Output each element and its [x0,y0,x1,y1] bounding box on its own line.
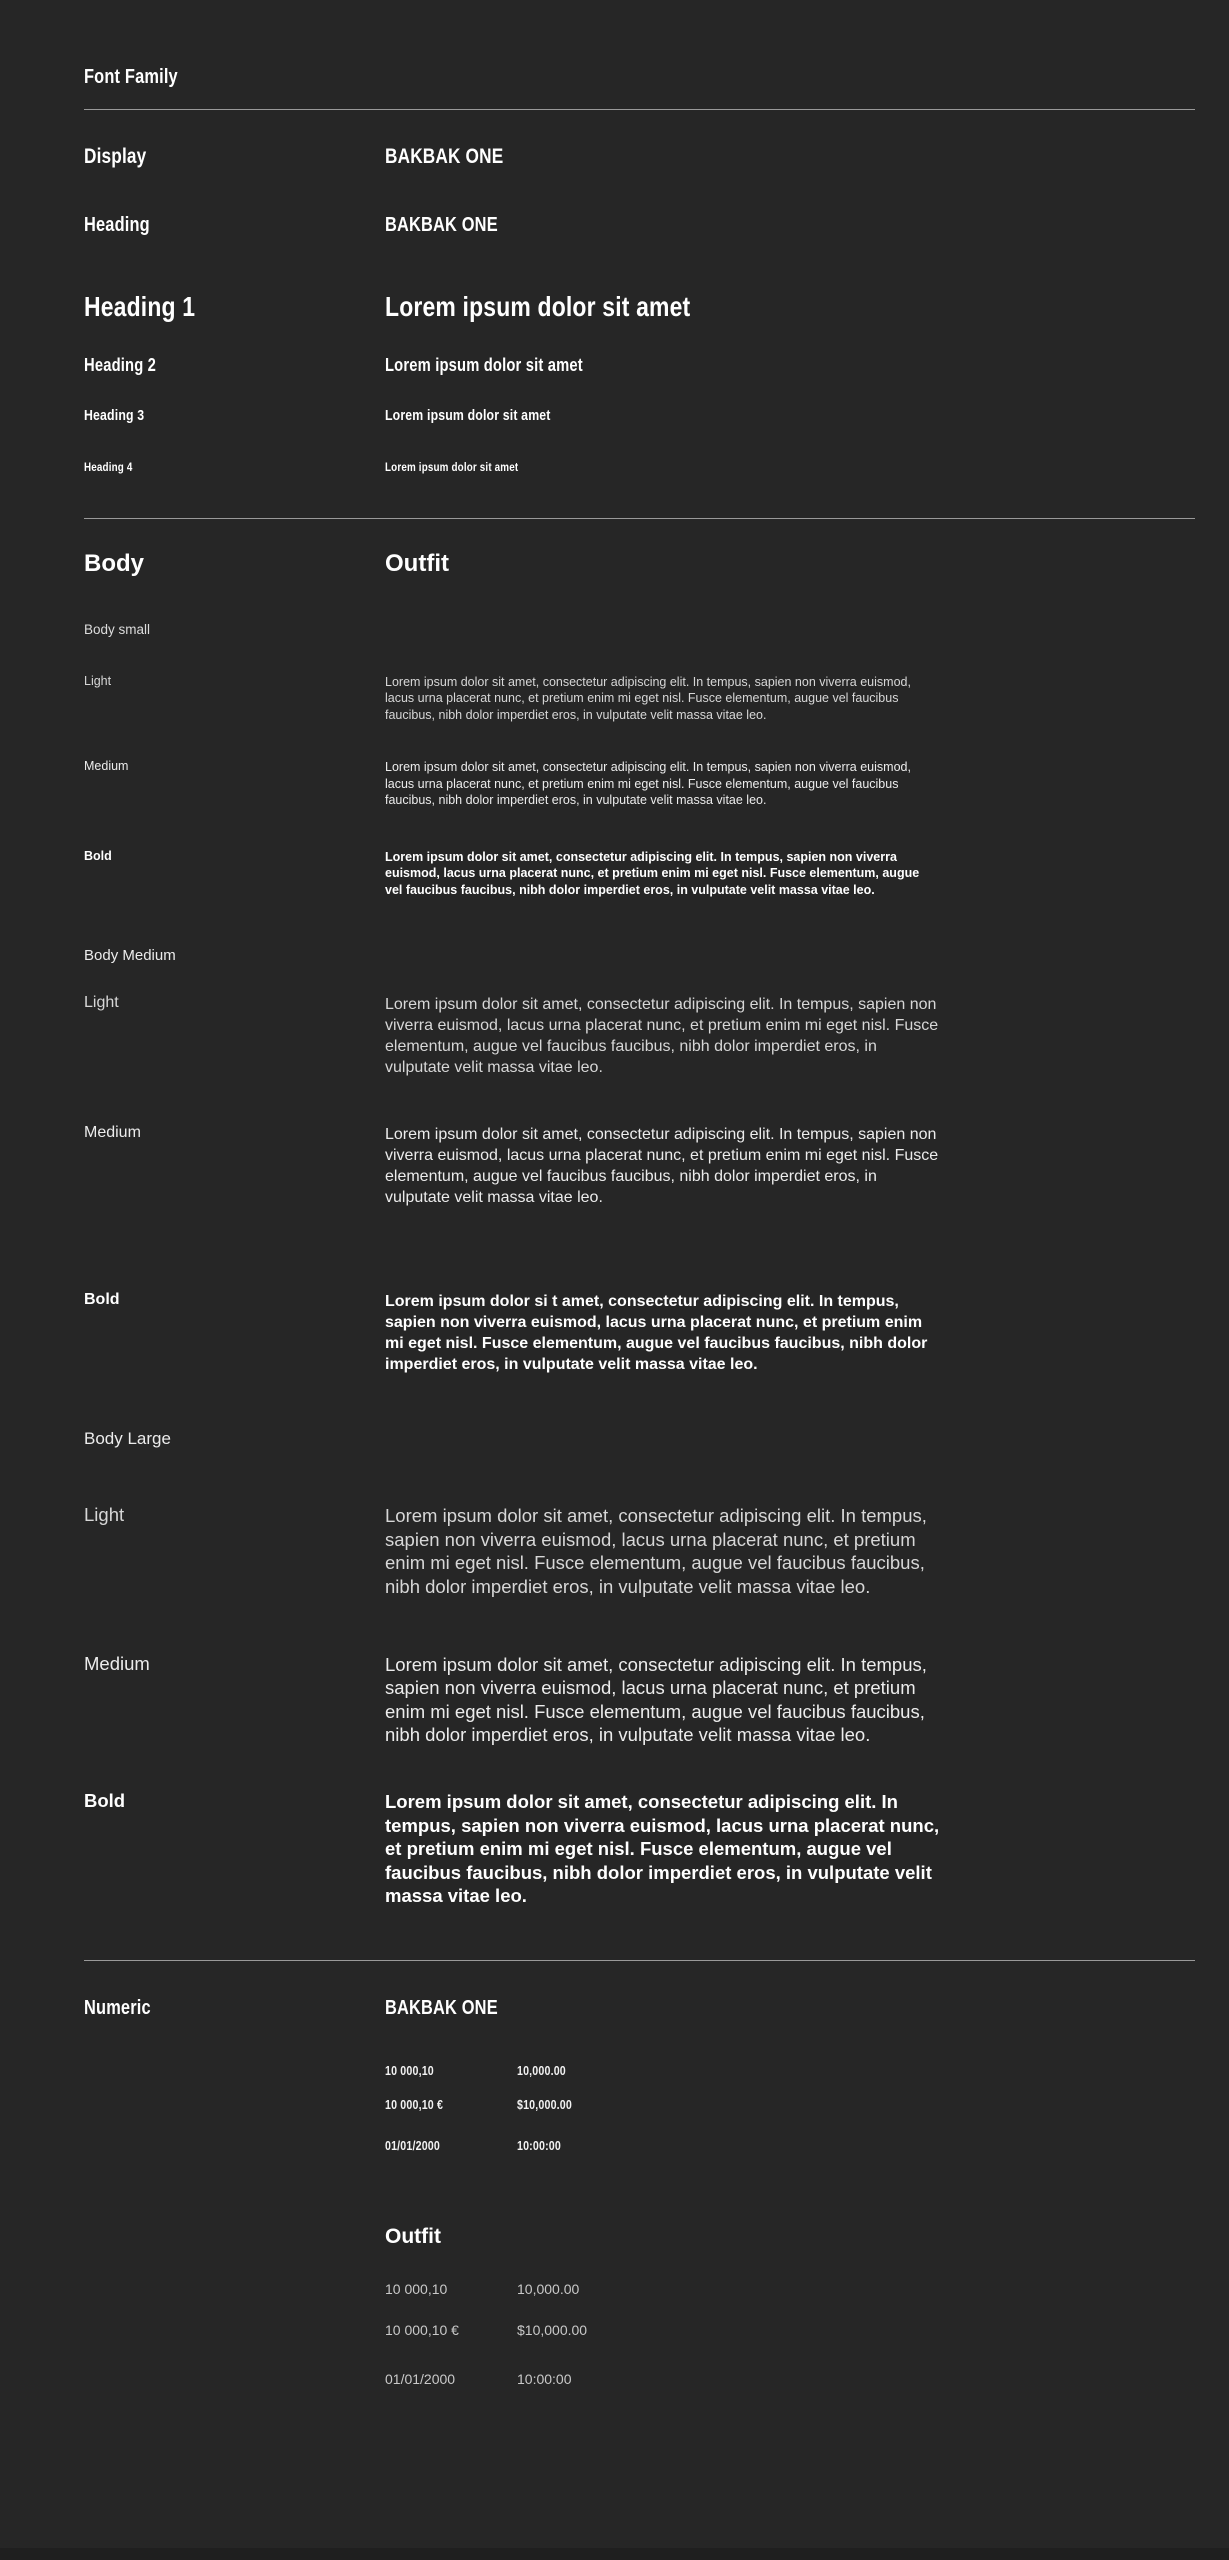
weight-label-light: Light [84,1504,125,1526]
weight-label-medium: Medium [84,759,129,774]
numeric-value: 01/01/2000 [385,2138,441,2154]
numeric-value: $10,000.00 [517,2321,588,2338]
heading2-sample: Lorem ipsum dolor sit amet [385,355,583,376]
section-divider [84,518,1195,519]
weight-label-light: Light [84,994,119,1012]
table-row [385,2281,587,2297]
page-bottom-strip [0,2548,1229,2560]
numeric-value: 10:00:00 [517,2138,561,2154]
display-label: Display [84,145,147,168]
heading-label: Heading [84,214,150,237]
numeric-value: 10 000,10 € [385,2096,444,2112]
heading3-label: Heading 3 [84,407,145,425]
body-large-bold-paragraph: Lorem ipsum dolor sit amet, consectetur adipiscing elit. In tempus, sapien non viverra euismod, lacus urna placerat nunc, et pretium enim mi eget nisl. Fusce elementum, augue vel faucibus faucibus, nibh dolor imperdiet eros, in vulputate velit massa vitae leo. [385,1790,940,1907]
table-row [385,2371,587,2387]
body-small-bold-paragraph: Lorem ipsum dolor sit amet, consectetur adipiscing elit. In tempus, sapien non viverra euismod, lacus urna placerat nunc, et pretium enim mi eget nisl. Fusce elementum, augue vel faucibus faucibus, nibh dolor imperdiet eros, in vulputate velit massa vitae leo. [385,849,920,897]
heading1-label: Heading 1 [84,291,196,323]
heading-font-name: BAKBAK ONE [385,214,498,237]
display-value-cell [385,145,1195,168]
heading1-label-cell [84,292,385,322]
heading4-sample-cell [385,461,1195,474]
heading1-row [84,292,1195,322]
table-row [385,2064,584,2078]
section-divider [84,109,1195,110]
numeric-value: 01/01/2000 [385,2370,456,2387]
body-small-medium-paragraph: Lorem ipsum dolor sit amet, consectetur adipiscing elit. In tempus, sapien non viverra euismod, lacus urna placerat nunc, et pretium enim mi eget nisl. Fusce elementum, augue vel faucibus faucibus, nibh dolor imperdiet eros, in vulputate velit massa vitae leo. [385,760,911,808]
body-section-label: Body [84,549,144,577]
heading3-sample: Lorem ipsum dolor sit amet [385,407,551,425]
numeric-value: 10 000,10 € [385,2321,459,2338]
heading2-label-cell [84,356,385,376]
display-font-name: BAKBAK ONE [385,145,504,168]
body-medium-medium-row [84,1124,1195,1208]
table-row [385,2098,584,2112]
heading-label-cell [84,214,385,236]
heading1-sample-cell [385,292,1195,322]
heading3-row [84,408,1195,425]
body-large-light-paragraph: Lorem ipsum dolor sit amet, consectetur adipiscing elit. In tempus, sapien non viverra euismod, lacus urna placerat nunc, et pretium enim mi eget nisl. Fusce elementum, augue vel faucibus faucibus, nibh dolor imperdiet eros, in vulputate velit massa vitae leo. [385,1505,927,1597]
body-small-medium-row [84,759,1195,809]
numeric-section-label-cell [84,1997,385,2019]
body-medium-medium-paragraph: Lorem ipsum dolor sit amet, consectetur adipiscing elit. In tempus, sapien non viverra euismod, lacus urna placerat nunc, et pretium enim mi eget nisl. Fusce elementum, augue vel faucibus faucibus, nibh dolor imperdiet eros, in vulputate velit massa vitae leo. [385,1126,939,1207]
numeric-bakbak-font-name: BAKBAK ONE [385,1996,498,2019]
heading-row [84,214,1195,236]
body-medium-light-paragraph: Lorem ipsum dolor sit amet, consectetur adipiscing elit. In tempus, sapien non viverra euismod, lacus urna placerat nunc, et pretium enim mi eget nisl. Fusce elementum, augue vel faucibus faucibus, nibh dolor imperdiet eros, in vulputate velit massa vitae leo. [385,996,939,1077]
body-medium-bold-row [84,1291,1195,1375]
numeric-value: 10,000.00 [517,2062,566,2078]
body-medium-bold-paragraph: Lorem ipsum dolor si t amet, consectetur adipiscing elit. In tempus, sapien non viverra euismod, lacus urna placerat nunc, et pretium enim mi eget nisl. Fusce elementum, augue vel faucibus faucibus, nibh dolor imperdiet eros, in vulputate velit massa vitae leo. [385,1293,928,1374]
group-label-body-large: Body Large [84,1429,171,1449]
numeric-outfit-font-name: Outfit [385,2224,441,2248]
heading3-sample-cell [385,408,1195,425]
heading3-label-cell [84,408,385,425]
heading-value-cell [385,214,1195,236]
numeric-header-row [84,1997,1195,2019]
heading4-label: Heading 4 [84,459,133,474]
table-row [385,2139,584,2153]
numeric-value: 10:00:00 [517,2370,572,2387]
numeric-value: 10,000.00 [517,2280,580,2297]
numeric-bakbak-font-name-cell [385,1997,1195,2019]
body-medium-light-row [84,994,1195,1078]
numeric-section-label: Numeric [84,1996,151,2019]
heading2-label: Heading 2 [84,355,157,376]
page-title-row [84,66,1195,89]
body-small-bold-row [84,849,1195,899]
bakbak-numeric-table [385,2064,584,2153]
page-title: Font Family [84,66,178,88]
weight-label-medium: Medium [84,1124,141,1142]
body-large-bold-row [84,1790,1195,1908]
body-large-light-row [84,1504,1195,1598]
weight-label-medium: Medium [84,1652,150,1674]
heading2-sample-cell [385,356,1195,376]
display-label-cell [84,145,385,168]
numeric-value: 10 000,10 [385,2280,448,2297]
body-small-light-paragraph: Lorem ipsum dolor sit amet, consectetur adipiscing elit. In tempus, sapien non viverra euismod, lacus urna placerat nunc, et pretium enim mi eget nisl. Fusce elementum, augue vel faucibus faucibus, nibh dolor imperdiet eros, in vulputate velit massa vitae leo. [385,674,911,722]
body-header-row [84,551,1195,578]
weight-label-bold: Bold [84,1291,120,1309]
body-large-medium-paragraph: Lorem ipsum dolor sit amet, consectetur adipiscing elit. In tempus, sapien non viverra euismod, lacus urna placerat nunc, et pretium enim mi eget nisl. Fusce elementum, augue vel faucibus faucibus, nibh dolor imperdiet eros, in vulputate velit massa vitae leo. [385,1653,927,1746]
body-large-medium-row [84,1653,1195,1747]
body-font-name: Outfit [385,549,449,577]
body-small-light-row [84,674,1195,724]
heading4-label-cell [84,461,385,474]
display-row [84,145,1195,168]
weight-label-bold: Bold [84,848,112,863]
numeric-value: 10 000,10 [385,2062,434,2078]
section-divider [84,1960,1195,1961]
heading2-row [84,356,1195,376]
heading1-sample: Lorem ipsum dolor sit amet [385,291,691,323]
heading4-sample: Lorem ipsum dolor sit amet [385,459,519,474]
group-label-body-small: Body small [84,621,151,637]
heading4-row [84,461,1195,474]
numeric-value: $10,000.00 [517,2096,573,2112]
weight-label-bold: Bold [84,1789,126,1811]
outfit-numeric-table [385,2281,587,2387]
group-label-body-medium: Body Medium [84,947,176,965]
table-row [385,2322,587,2338]
weight-label-light: Light [84,673,112,688]
